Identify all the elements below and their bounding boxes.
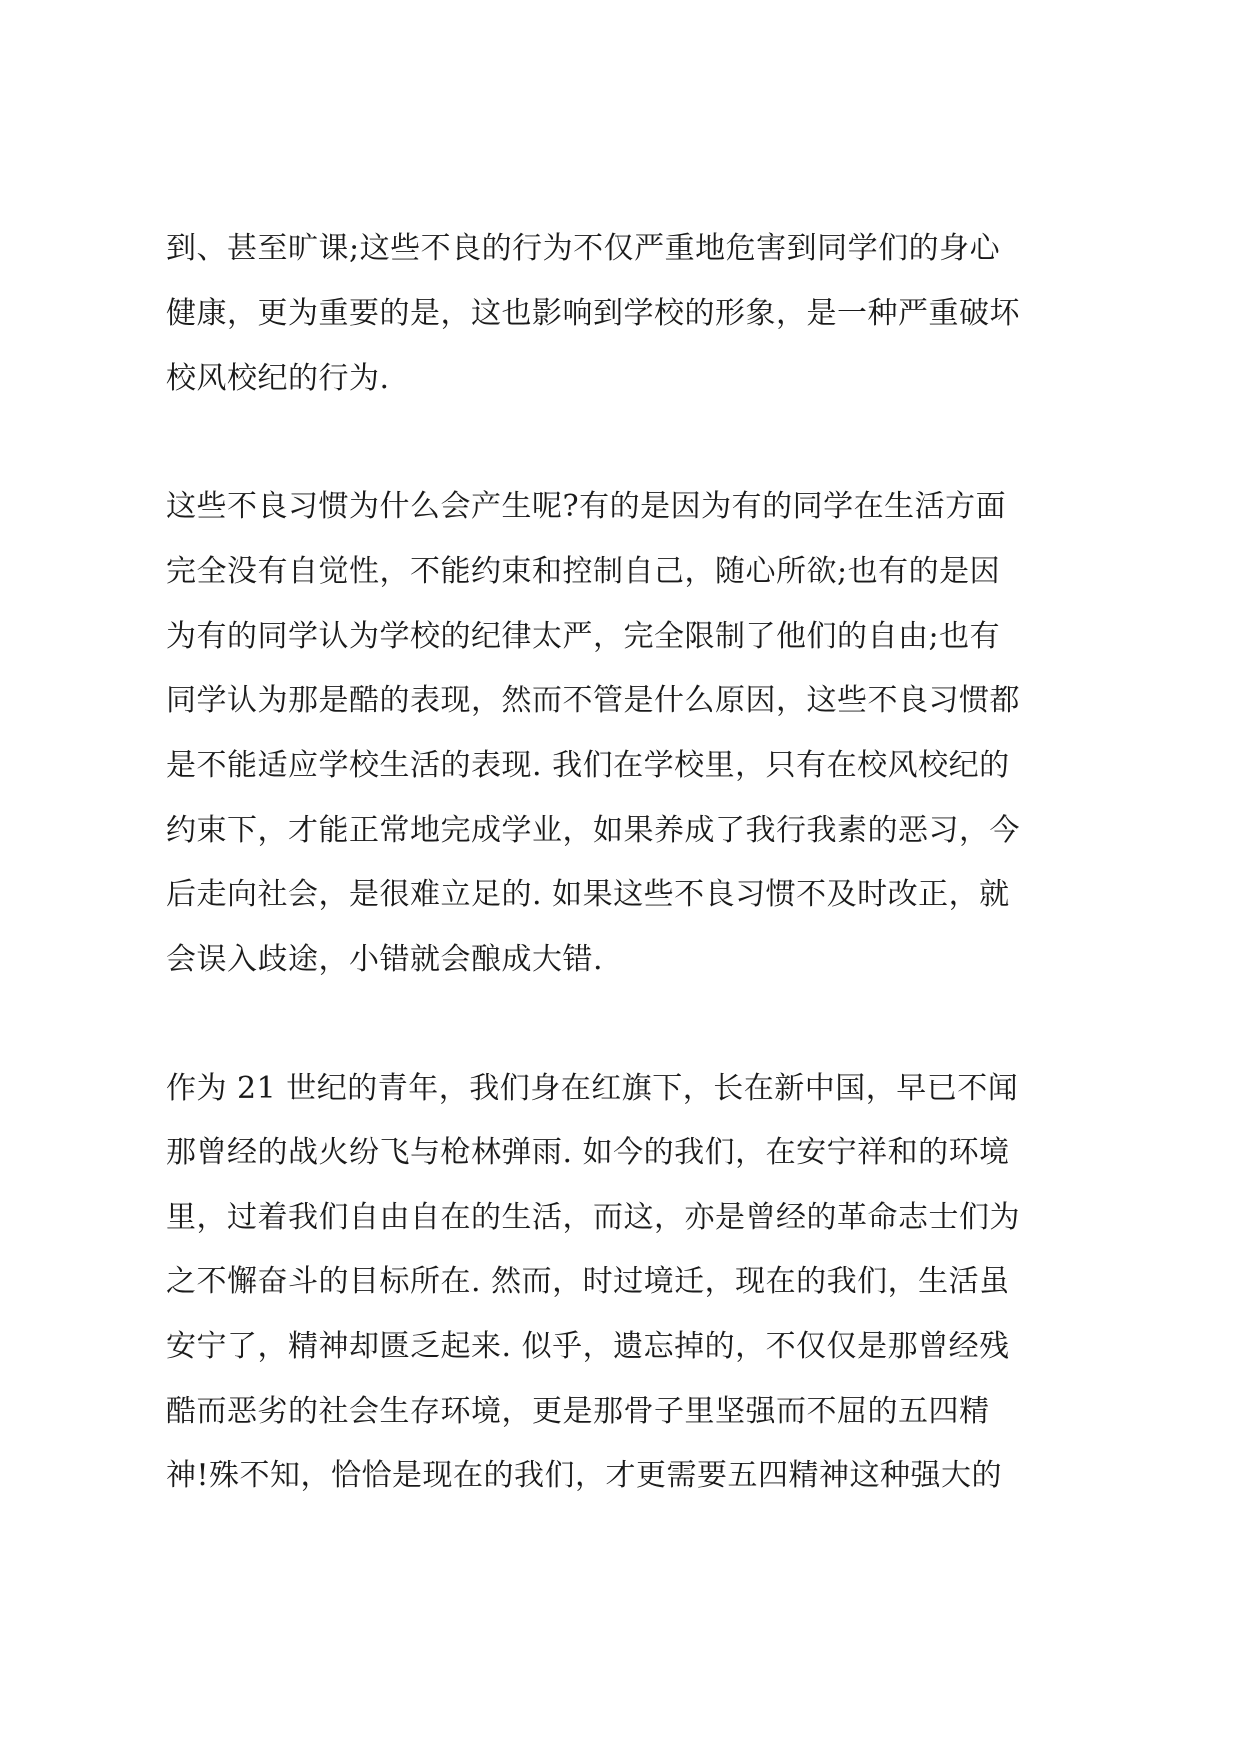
paragraph-3-line-4: 之不懈奋斗的目标所在. 然而，时过境迁，现在的我们，生活虽 bbox=[166, 1264, 1010, 1299]
paragraph-2-line-5: 是不能适应学校生活的表现. 我们在学校里，只有在校风校纪的 bbox=[166, 748, 1010, 783]
paragraph-3-line-2: 那曾经的战火纷飞与枪林弹雨. 如今的我们，在安宁祥和的环境 bbox=[166, 1135, 1010, 1170]
paragraph-2-line-7: 后走向社会，是很难立足的. 如果这些不良习惯不及时改正，就 bbox=[166, 877, 1010, 912]
paragraph-2-line-6: 约束下，才能正常地完成学业，如果养成了我行我素的恶习，今 bbox=[166, 813, 1020, 848]
paragraph-1-line-3: 校风校纪的行为. bbox=[166, 361, 390, 396]
paragraph-3-line-7: 神!殊不知，恰恰是现在的我们，才更需要五四精神这种强大的 bbox=[166, 1458, 1003, 1493]
paragraph-1-line-2: 健康，更为重要的是，这也影响到学校的形象，是一种严重破坏 bbox=[166, 296, 1020, 331]
paragraph-3-line-3: 里，过着我们自由自在的生活，而这，亦是曾经的革命志士们为 bbox=[166, 1200, 1020, 1235]
paragraph-2-line-3: 为有的同学认为学校的纪律太严，完全限制了他们的自由;也有 bbox=[166, 619, 1001, 654]
paragraph-2-line-4: 同学认为那是酷的表现，然而不管是什么原因，这些不良习惯都 bbox=[166, 683, 1020, 718]
paragraph-3-line-5: 安宁了，精神却匮乏起来. 似乎，遗忘掉的，不仅仅是那曾经残 bbox=[166, 1329, 1010, 1364]
paragraph-3-line-6: 酷而恶劣的社会生存环境，更是那骨子里坚强而不屈的五四精 bbox=[166, 1394, 990, 1429]
paragraph-2-line-8: 会误入歧途，小错就会酿成大错. bbox=[166, 942, 604, 977]
paragraph-2-line-2: 完全没有自觉性，不能约束和控制自己，随心所欲;也有的是因 bbox=[166, 554, 1001, 589]
paragraph-1-line-1: 到、甚至旷课;这些不良的行为不仅严重地危害到同学们的身心 bbox=[166, 231, 1001, 266]
paragraph-2-line-1: 这些不良习惯为什么会产生呢?有的是因为有的同学在生活方面 bbox=[166, 489, 1007, 524]
paragraph-3-line-1: 作为 21 世纪的青年，我们身在红旗下，长在新中国，早已不闻 bbox=[166, 1071, 1019, 1106]
